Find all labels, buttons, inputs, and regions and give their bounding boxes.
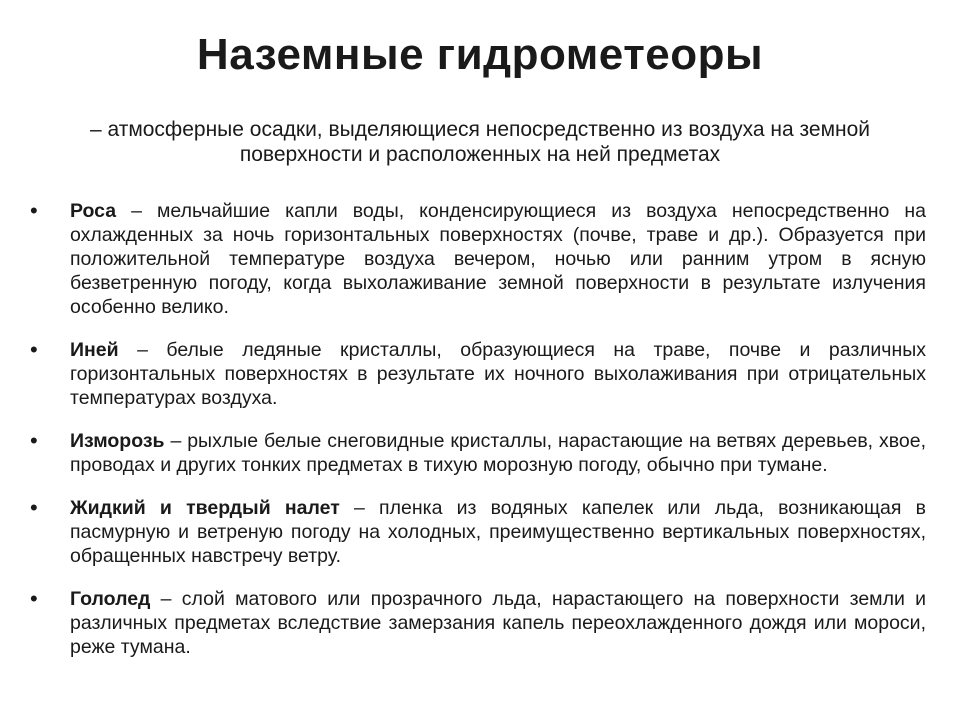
- bullet-icon: •: [30, 337, 38, 362]
- list-item-iney: [30, 338, 930, 410]
- list-item-nalet: [30, 496, 930, 568]
- list-item-text: [70, 199, 926, 319]
- bullet-icon: •: [30, 586, 38, 611]
- slide-title: Наземные гидрометеоры: [196, 30, 764, 79]
- bullet-icon: •: [30, 495, 38, 520]
- term-definition: – мельчайшие капли воды, конденсирующиеся из воздуха непосредственно на охлажденных за ночь горизонтальных поверхностях (почве, траве и др.). Образуется при положительной температуре воздуха вечером, ночью или ранним утром в ясную безветренную погоду, когда выхолаживание земной поверхности в результате излучения особенно велико.: [70, 200, 926, 318]
- list-item-rosa: [30, 199, 930, 319]
- list-item-gololed: [30, 587, 930, 659]
- term-definition: – слой матового или прозрачного льда, нарастающего на поверхности земли и различных предметах вследствие замерзания капель переохлажденного дождя или мороси, реже тумана.: [70, 588, 926, 658]
- term-name: Роса: [70, 200, 117, 222]
- bullet-icon: •: [30, 198, 38, 223]
- slide-subtitle: – атмосферные осадки, выделяющиеся непосредственно из воздуха на земной поверхности и расположенных на ней предметах: [89, 118, 871, 166]
- definition-list: [30, 199, 930, 678]
- term-definition: – пленка из водяных капелек или льда, возникающая в пасмурную и ветреную погоду на холодных, преимущественно вертикальных поверхностях, обращенных навстречу ветру.: [70, 497, 926, 567]
- term-name: Иней: [70, 339, 119, 361]
- list-item-text: [70, 587, 926, 659]
- term-name: Жидкий и твердый налет: [70, 497, 340, 519]
- list-item-text: [70, 338, 926, 410]
- term-definition: – рыхлые белые снеговидные кристаллы, нарастающие на ветвях деревьев, хвое, проводах и других тонких предметах в тихую морозную погоду, обычно при тумане.: [70, 430, 926, 476]
- bullet-icon: •: [30, 428, 38, 453]
- term-definition: – белые ледяные кристаллы, образующиеся на траве, почве и различных горизонтальных поверхностях в результате их ночного выхолаживания при отрицательных температурах воздуха.: [70, 339, 926, 409]
- list-item-text: [70, 429, 926, 477]
- term-name: Изморозь: [70, 430, 165, 452]
- list-item-text: [70, 496, 926, 568]
- list-item-izmoroz: [30, 429, 930, 477]
- term-name: Гололед: [70, 588, 151, 610]
